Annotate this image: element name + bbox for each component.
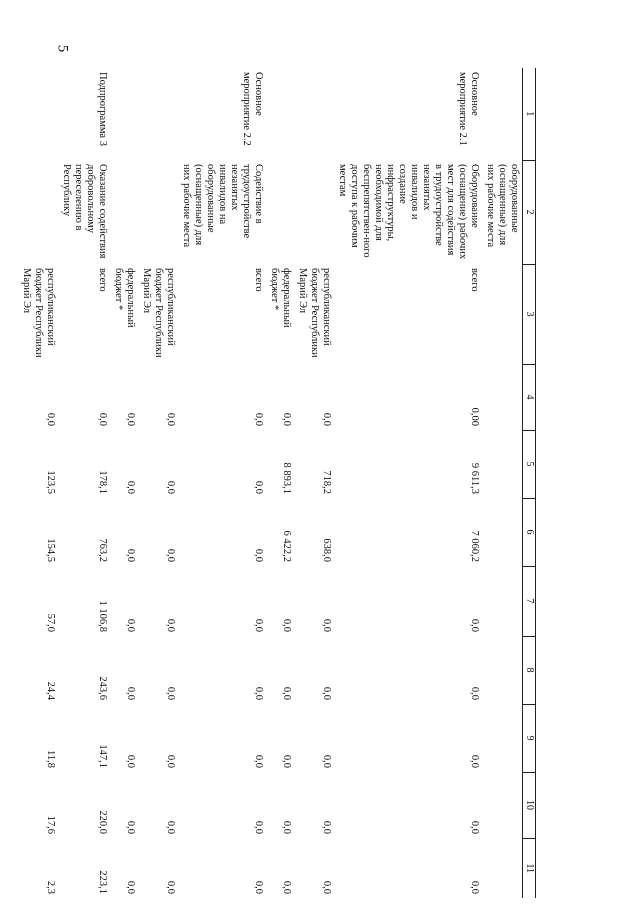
table-cell: всего [97, 268, 108, 292]
table-cell: федеральный бюджет * [269, 268, 292, 328]
table-cell: республиканский бюджет Республики Марий Эл [21, 268, 56, 358]
table-cell [482, 566, 523, 636]
table-cell: 0,0 [165, 686, 176, 700]
table-cell [266, 68, 294, 160]
table-row [482, 68, 523, 898]
col-header: 4 [523, 364, 536, 430]
table-cell: 243,6 [97, 676, 108, 700]
table-cell: 0,0 [281, 686, 292, 700]
table-cell [482, 636, 523, 704]
table-cell: 8 893,1 [281, 462, 292, 494]
col-header: 1 [523, 68, 536, 160]
table-cell: 123,5 [45, 470, 56, 494]
table-row [266, 68, 294, 898]
table-cell: 223,1 [97, 870, 108, 894]
table-cell [482, 430, 523, 498]
table-cell [294, 68, 334, 160]
table-cell [482, 364, 523, 430]
table-cell: оборудованные (оснащенные) для них рабочие места [485, 164, 520, 248]
table-cell: 0,0 [469, 686, 480, 700]
table-cell [18, 68, 58, 160]
table-cell: 0,0 [321, 754, 332, 768]
table-cell: 0,0 [281, 412, 292, 426]
table-cell: 0,0 [321, 820, 332, 834]
table-cell [138, 160, 178, 264]
table-cell: 0,0 [125, 480, 136, 494]
col-header: 2 [523, 160, 536, 264]
table-cell: 0,0 [125, 618, 136, 632]
table-cell: 0,0 [321, 686, 332, 700]
table-cell: республиканский бюджет Республики Марий Эл [297, 268, 332, 358]
col-header: 8 [523, 636, 536, 704]
table-cell: 763,2 [97, 538, 108, 562]
table-cell: 57,0 [45, 613, 56, 632]
table-cell: 0,0 [253, 820, 264, 834]
table-cell: Основное мероприятие 2.1 [457, 72, 480, 146]
table-cell: 0,0 [165, 480, 176, 494]
table-cell: федеральный бюджет * [113, 268, 136, 328]
table-cell: 0,00 [469, 407, 480, 426]
col-header: 5 [523, 430, 536, 498]
table-cell: 0,0 [281, 754, 292, 768]
col-header: 10 [523, 772, 536, 838]
table-cell: 0,0 [165, 548, 176, 562]
table-cell: республиканский бюджет Республики Марий Эл [141, 268, 176, 358]
table-cell: 0,0 [165, 618, 176, 632]
table-cell: Оказание содействия добровольному переселению в Республику [61, 164, 108, 259]
table-cell: 0,0 [253, 618, 264, 632]
table-cell: 0,0 [165, 880, 176, 894]
table-cell: Основное мероприятие 2.2 [241, 72, 264, 146]
table-cell: 0,0 [281, 820, 292, 834]
table-cell: 0,0 [281, 618, 292, 632]
table-cell: 0,0 [469, 754, 480, 768]
table-cell: 0,0 [45, 412, 56, 426]
table-cell: 9 611,3 [469, 462, 480, 494]
table-cell: 638,0 [321, 538, 332, 562]
col-header: 3 [523, 264, 536, 364]
col-header: 9 [523, 704, 536, 772]
col-header: 7 [523, 566, 536, 636]
table-cell: 0,0 [281, 880, 292, 894]
table-cell: 0,0 [165, 754, 176, 768]
table-row [178, 68, 266, 898]
table-cell: 24,4 [45, 681, 56, 700]
table-cell: 0,0 [469, 880, 480, 894]
col-header: 6 [523, 498, 536, 566]
table-cell [294, 160, 334, 264]
table-cell: 718,2 [321, 470, 332, 494]
table-row [18, 68, 58, 898]
table-cell [482, 68, 523, 160]
table-cell: 147,1 [97, 744, 108, 768]
table-cell [110, 68, 138, 160]
table-cell [482, 498, 523, 566]
header-row [523, 68, 536, 898]
table-cell: 0,0 [253, 412, 264, 426]
table-cell: Оборудование (оснащение) рабочих мест для содействия в трудоустройстве незанятых инвалидов и создание инфраструктуры, необходимой для беспрепятствен-ного доступа к рабочим местам [337, 164, 480, 260]
table-cell: 0,0 [253, 754, 264, 768]
table-cell: 0,0 [125, 548, 136, 562]
table-cell: 0,0 [321, 618, 332, 632]
table-cell: 0,0 [165, 412, 176, 426]
table-cell: Подпрограмма 3 [97, 72, 108, 146]
table-row [58, 68, 110, 898]
table-cell: 0,0 [97, 412, 108, 426]
table-cell: всего [253, 268, 264, 292]
table-cell: 0,0 [165, 820, 176, 834]
table-cell [110, 160, 138, 264]
table-cell: 154,5 [45, 538, 56, 562]
table-cell: Содействие в трудоустройстве незанятых инвалидов на оборудованные (оснащенные) для них рабочие места [181, 164, 264, 248]
table-cell [482, 264, 523, 364]
table-cell: 0,0 [125, 754, 136, 768]
table-cell: 0,0 [253, 480, 264, 494]
table-cell: 0,0 [469, 618, 480, 632]
table-cell: 0,0 [125, 880, 136, 894]
col-header: 11 [523, 838, 536, 898]
table-cell: 178,1 [97, 470, 108, 494]
table-cell: 220,0 [97, 810, 108, 834]
table-cell: 6 422,2 [281, 530, 292, 562]
table-cell: 0,0 [125, 820, 136, 834]
table-cell [18, 160, 58, 264]
table-cell [266, 160, 294, 264]
budget-table [18, 68, 536, 898]
table-cell [482, 704, 523, 772]
table-cell: 0,0 [253, 880, 264, 894]
table-cell: 0,0 [469, 820, 480, 834]
table-cell: 0,0 [321, 412, 332, 426]
table-cell [138, 68, 178, 160]
table-cell: 0,0 [125, 686, 136, 700]
table-cell: всего [469, 268, 480, 292]
table-cell: 0,0 [125, 412, 136, 426]
table-row [334, 68, 482, 898]
table-row [138, 68, 178, 898]
table-cell: 1 106,8 [97, 600, 108, 632]
table-cell [482, 772, 523, 838]
table-row [294, 68, 334, 898]
table-cell: 7 060,2 [469, 530, 480, 562]
table-cell: 17,6 [45, 815, 56, 834]
page-number: 5 [54, 44, 71, 53]
table-cell: 2,3 [45, 880, 56, 894]
table-cell: 11,8 [45, 750, 56, 768]
table-cell: 0,0 [253, 548, 264, 562]
table-cell: 0,0 [253, 686, 264, 700]
table-row [110, 68, 138, 898]
table-cell [482, 838, 523, 898]
table-cell: 0,0 [321, 880, 332, 894]
